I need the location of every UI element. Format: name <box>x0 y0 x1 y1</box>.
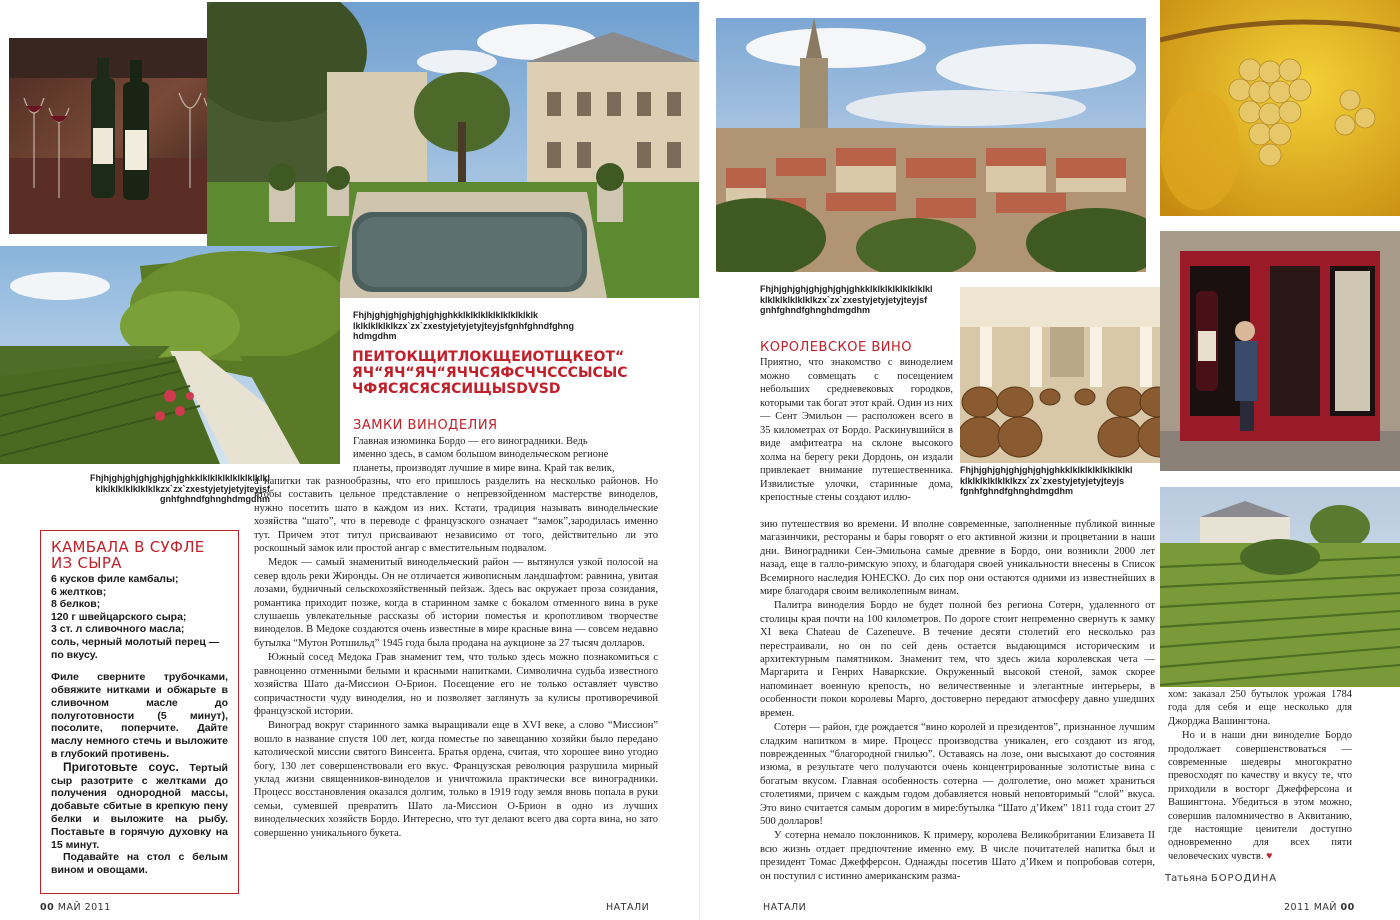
paragraph-admirers: У сотерна немало поклонников. К примеру, королева Великобритании Елизавета II всю жизнь отдает предпочтение именно ему. В числе почитателей напитка был и президент Томас Джефферсон. Однажды посетив Шато д’Икем и попробовав сотерн, он поступил с истинно американским разма- <box>760 830 1155 882</box>
paragraph-saint-emilion: зию путешествия во времени. И вполне современные, заполненные публикой винные магазинчики, рестораны и бары говорят о его активной жизни и процветании в наши дни. Виноградники Сен-Эмильона самые древние в Бордо, они возникли 2000 лет назад, еще в галло-римскую эпоху, и благодаря своей уникальности внесены в Список Всемирного наследия ЮНЕСКО. До сих пор они остаются одними из известнейших в мире благодаря своим великолепным винам. <box>760 519 1155 598</box>
paragraph-sauternes-route: Палитра виноделия Бордо не будет полной без региона Сотерн, удаленного от столицы края почти на 100 километров. По дороге стоит непременно свернуть к замку XI века Chateau de Cazeneuve. В течение десяти столетий его несколько раз перестраивали, но он по сей день остается выдающимся историческим и архитектурным памятником. Знаменит тем, что здесь жила королевская чета — Маргарита и Генрих Наваркские. Окруженный высокой стеной, замок скорее напоминает военную крепость, но величественные и элегантные интерьеры, в особенности покои королевы Марго, достоверно передают атмосферу давно ушедших времен. <box>760 600 1155 719</box>
photo-chateau-vineyard <box>1160 487 1400 687</box>
ingredient-item: 6 кусков филе камбалы; <box>51 573 179 585</box>
paragraph-mission: Виноград вокруг старинного замка выращивали еще в XVI веке, а слово “Миссион” вошло в название спустя 100 лет, когда поместье по завещанию хозяйки было передано католической миссии святого Винсента. Братья ордена, считая, что хорошее вино угодно богу, 130 лет совершенствовали его вкус. Французская революция разрушила мирный уклад жизни священников-виноделов и уничтожила практически все виноградники. Процесс восстановления оказался долгим, только в 1919 году земля вновь попала в руки семьи, сумевшей превратить Шато ла-Миссион О-Брион в одно из лучших винодельческих хозяйств Бордо. Интересно, что тут делают всего два сорта вина, но зато совершенно уникального букета. <box>254 720 658 839</box>
paragraph-sauternes: Сотерн — район, где рождается “вино королей и президентов”, признанное лучшим сладким напитком в мире. Процесс производства уникален, его создают из ягод, поврежденных “благородной гнилью”. Оставаясь на лозе, они высыхают до состояния изюма, в результате чего получаются очень концентрированные золотистые вина с богатым вкусом. Главная особенность сотерна — долголетие, оно может храниться столетиями, причем с каждым годом добавляется новый неповторимый “слой” вкуса. Это вино считается самым дорогим в мире:бутылка “Шато д’Икем” 1811 года стоит 27 500 долларов! <box>760 722 1155 827</box>
photo-saint-emilion-town <box>716 18 1146 272</box>
paragraph-grave: Южный сосед Медока Грав знаменит тем, что только здесь можно познакомиться с равноценно отменными белыми и красными напитками. Символична судьба известного хозяйства Шато да-Миссион О-Брион. Посещение его не только оставляет чувство сопричастности чуду виноделия, но и позволяет заглянуть за кулисы противоречивой французской истории. <box>254 652 658 717</box>
section-title-royal-wine: КОРОЛЕВСКОЕ ВИНО <box>760 340 912 355</box>
photo-caption-courtyard: Fhjhjghjghjghjghjghjghkklklklklklklklklklklk lklklklklklkzx`zx`zxestyjetyjetyjteyjsfgnhfghndfghng hdmgdhm <box>353 310 575 341</box>
ingredient-item: соль, черный молотый перец — <box>51 635 220 648</box>
recipe-box <box>40 530 239 894</box>
recipe-step-1: Филе сверните трубочками, обвяжите нитками и обжарьте в сливочном масле до полуготовности (5 минут), посолите, поперчите. Дайте маслу немного стечь и выложите в глубокий противень. <box>51 671 228 760</box>
article-body-right-narrow: Приятно, что знакомство с виноделием можно совмещать с посещением небольших средневековых городков, которыми так богат этот край. Один из них — Сент Эмильон — расположен всего в 35 километрах от Бордо. Раскинувшийся в виде амфитеатра на склоне высокого холма на берегу реки Дордонь, он издали привлекает внимание путешественника. Извилистые улочки, старинные дома, крепостные стены создают иллю- <box>760 357 953 503</box>
recipe-ingredients <box>51 573 228 661</box>
photo-barrel-cellar <box>960 287 1174 463</box>
photo-caption-town: Fhjhjghjghjghjghjghjghkklklklklklklklklkl klklklklklklklkzx`zx`zxestyjetyjetyjteyjsf gnhfghndfghnghdmgdhm <box>760 284 933 315</box>
paragraph-medoc: Медок — самый знаменитый винодельческий район — вытянулся узкой полосой на север вдоль реки Жиронды. Он не отличается живописным ландшафтом: равнина, увитая лозами, будничный сельскохозяйственный пейзаж. Здесь вас окружает проза созидания, романтика приходит позже, когда в старинном замке с бокалом отменного вина в руке слушаешь увлекательные рассказы об истории поместья и кропотливом творчестве виноделов. В Медоке создаются очень известные в мире красные вина — совсем недавно бутылка “Мутон Ротшильд” 1945 года была продана на аукционе за 27 тысяч долларов. <box>254 557 658 649</box>
heart-icon: ♥ <box>1266 850 1273 862</box>
footer-left-magazine: НАТАЛИ <box>606 902 650 913</box>
recipe-instructions <box>51 671 228 877</box>
article-body-right-wide <box>760 518 1155 884</box>
paragraph-conclusion: Но и в наши дни виноделие Бордо продолжает совершенствоваться — современные шедевры многократно превосходят по качеству и вкусу те, что приходили в восторг Джефферсона и Вашингтона. Убедиться в этом можно, совершив паломничество в Аквитанию, где настоящие ценители доступно одновременно для всех пяти человеческих чувств. ♥ <box>1168 730 1352 862</box>
ingredient-item: по вкусу. <box>51 648 98 661</box>
ingredient-item: 120 г швейцарского сыра; <box>51 610 187 623</box>
article-lead: Главная изюминка Бордо — его виноградники. Ведь именно здесь, в самом большом винодельческом регионе планеты, производят лучшие в мире вина. Край так велик, <box>353 436 615 474</box>
footer-left-pagenum: 00 МАЙ 2011 <box>40 902 111 913</box>
footer-right-magazine: НАТАЛИ <box>763 902 807 913</box>
photo-wine-shop <box>1160 231 1400 471</box>
photo-caption-cellar: Fhjhjghjghjghjghjghjghkklklklklklklklklkl klklklklklklklkzx`zx`zxestyjetyjetyjteyjs fgnhfghndfghnghdmgdhm <box>960 465 1133 496</box>
photo-golden-grapes <box>1160 0 1400 216</box>
photo-wine-bottles <box>9 38 232 234</box>
footer-right-pagenum: 2011 МАЙ 00 <box>1284 902 1355 913</box>
recipe-title: КАМБАЛА В СУФЛЕ ИЗ СЫРА <box>51 538 205 572</box>
photo-caption-vineyard: Fhjhjghjghjghjghjghjghkklklklklklklklklklkl klklklklklklklklkzx`zx`zxestyjetyjetyjteyjsf gnhfghndfghnghdmgdhm <box>89 473 270 504</box>
paragraph-jefferson: хом: заказал 250 бутылок урожая 1784 года для себя и еще несколько для Джорджа Вашингтона. <box>1168 689 1352 727</box>
paragraph-intro: а напитки так разнообразны, что его пришлось разделить на несколько районов. Но чтобы составить цельное представление о непревзойденном мастерстве виноделов, нужно посетить шато в каждом из них. Кстати, традиция называть винодельческие хозяйства “шато”, что в переводе с французского означает “замок”,зародилась именно тут. Причем этот титул присваивают независимо от того, действительно ли это роскошный замок или простой ангар с вместительным подвалом. <box>254 476 658 555</box>
photo-vineyard-road <box>0 246 340 464</box>
recipe-step-3: Подавайте на стол с белым вином и овощами. <box>51 851 228 877</box>
right-page <box>700 0 1400 920</box>
ingredient-item: 8 белков; <box>51 598 101 611</box>
ingredient-item: 3 ст. л сливочного масла; <box>51 623 185 636</box>
article-headline: ПЕИТОКЩИТЛОКЩЕИОТЩКЕОТ“ ЯЧ“ЯЧ“ЯЧ“ЯЧЧСЯФСЧЧСССЫСЫС ЧФЯСЯСЯСЯСИЩЫSDVSD <box>352 349 628 397</box>
article-body-left <box>254 475 658 841</box>
article-body-right-column <box>1168 688 1352 864</box>
recipe-step-2: Приготовьте соус. Тертый сыр разотрите с желтками до получения однородной массы, добавьте сбитые в крепкую пену белки и выложите на рыбу. Поставьте в горячую духовку на 15 минут. <box>51 759 228 851</box>
section-title-castles: ЗАМКИ ВИНОДЕЛИЯ <box>353 418 498 433</box>
recipe-step-2-lead: Приготовьте соус. <box>63 759 179 774</box>
ingredient-item: 6 желтков; <box>51 585 107 598</box>
author-signature: Татьяна БОРОДИНА <box>1165 873 1278 884</box>
